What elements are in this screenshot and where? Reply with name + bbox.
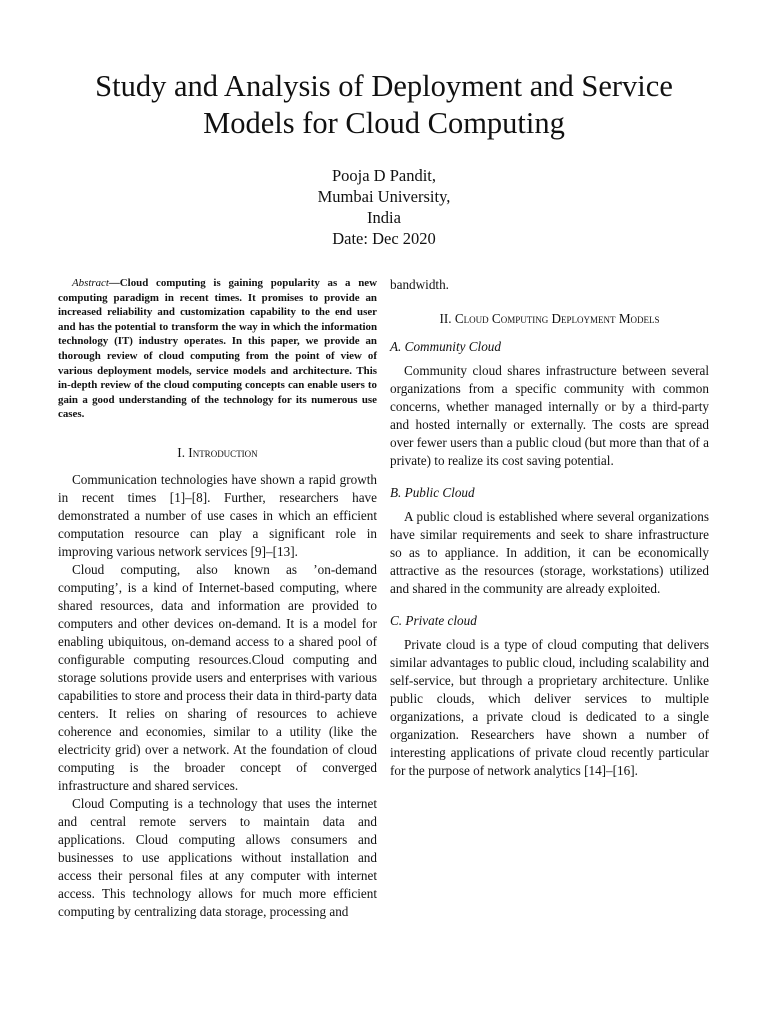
- author-name: Pooja D Pandit,: [331, 166, 437, 185]
- author-country: India: [367, 208, 401, 227]
- right-column: [390, 276, 709, 780]
- public-paragraph: A public cloud is established where several organizations have similar requirements and seek to share infrastructure so as to appliance. In addition, it can be economically attractive as the resources (storage, workstations) utilized and shared in the community are already exploited.: [390, 509, 709, 596]
- section-heading-deployment: [390, 310, 709, 328]
- private-paragraph: Private cloud is a type of cloud computing that delivers similar advantages to public cloud, including scalability and self-service, but through a proprietary architecture. Unlike public clouds, which deliver services to multiple organizations, a private cloud is dedicated to a single organization. Researchers have shown a number of interesting applications of private cloud recently particular for the purpose of network analytics [14]–[16].: [390, 637, 709, 778]
- paper-title: [40, 68, 728, 142]
- left-column: [58, 276, 377, 921]
- title-line-2: Models for Cloud Computing: [203, 106, 565, 140]
- section-title: Introduction: [188, 444, 258, 460]
- paper-date: Date: Dec 2020: [332, 229, 436, 248]
- abstract-text: —Cloud computing is gaining popularity as a new computing paradigm in recent times. It promises to provide an increased reliability and customization capability to the end user and has the potential to transform the way in which the information technology (IT) industry operates. In this paper, we provide an thorough review of cloud computing from the point of view of various deployment models, service models and architecture. This in-depth review of the cloud computing concepts can enable users to gain a good understanding of the technology for its numerous use cases.: [58, 277, 377, 421]
- intro-paragraph-3: Cloud Computing is a technology that uses the internet and central remote servers to maintain data and applications. Cloud computing allows consumers and businesses to use applications without installation and access their personal files at any computer with internet access. This technology allows for much more efficient computing by centralizing data storage, processing and: [58, 795, 377, 919]
- community-paragraph: Community cloud shares infrastructure between several organizations from a specific community with common concerns, whether managed internally or by a third-party and hosted internally or externally. The costs are spread over fewer users than a public cloud (but more than that of a private) to realize its cost saving potential.: [390, 363, 709, 468]
- section-title: Cloud Computing Deployment Models: [454, 311, 660, 326]
- intro-paragraph-1: Communication technologies have shown a rapid growth in recent times [1]–[8]. Further, researchers have demonstrated a number of use cases in which an efficient computation resource can play a significant role in improving various network services [9]–[13].: [58, 471, 377, 559]
- author-affiliation: Mumbai University,: [317, 187, 451, 206]
- title-line-1: Study and Analysis of Deployment and Service: [95, 69, 673, 103]
- subsection-heading-public: B. Public Cloud: [390, 485, 475, 500]
- section-heading-introduction: [58, 444, 377, 462]
- abstract-label: Abstract: [72, 277, 109, 289]
- intro-paragraph-2: Cloud computing, also known as ’on-demand computing’, is a kind of Internet-based computing, where shared resources, data and information are provided to computers and other devices on-demand. It is a model for enabling ubiquitous, on-demand access to a shared pool of configurable computing resources.Cloud computing and storage solutions provide users and enterprises with various capabilities to store and process their data in third-party data centers. It relies on sharing of resources to achieve coherence and economies, similar to a utility (like the electricity grid) over a network. At the foundation of cloud computing is the broader concept of converged infrastructure and shared services.: [58, 561, 377, 793]
- author-block: [184, 165, 584, 249]
- section-ii: [390, 310, 709, 780]
- section-number: I.: [177, 444, 185, 460]
- subsection-heading-community: A. Community Cloud: [390, 339, 501, 354]
- section-number: II.: [439, 311, 452, 326]
- intro-paragraph-3-continued: bandwidth.: [390, 277, 449, 292]
- abstract: [58, 276, 377, 422]
- subsection-heading-private: C. Private cloud: [390, 613, 477, 628]
